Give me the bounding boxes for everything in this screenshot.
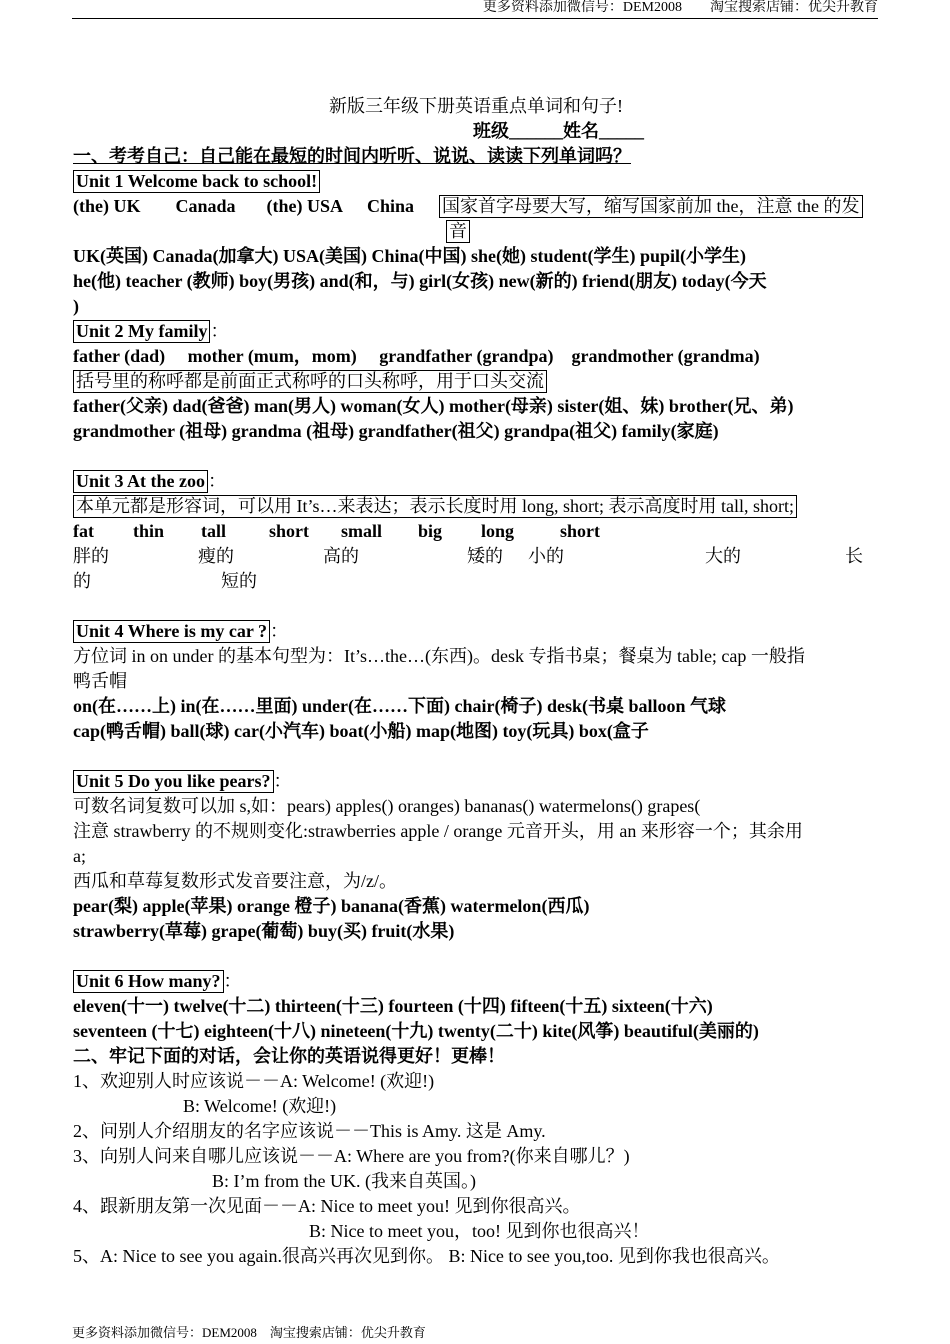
- unit4-colon: ：: [270, 621, 288, 641]
- unit6-colon: ：: [223, 971, 242, 991]
- unit4-note-1: 方位词 in on under 的基本句型为：It’s…the…(东西)。desk 专指书桌；餐桌为 table; cap 一般指: [73, 646, 805, 666]
- unit5-note-1: 可数名词复数可以加 s,如：pears) apples() oranges) bananas() watermelons() grapes(: [73, 796, 701, 816]
- unit6-words-1: eleven(十一) twelve(十二) thirteen(十三) fourteen (十四) fifteen(十五) sixteen(十六): [73, 996, 713, 1016]
- unit1-countries: [73, 194, 879, 219]
- adj-fat: fat: [73, 521, 94, 541]
- country-canada: Canada: [175, 196, 236, 216]
- unit1-heading: Unit 1 Welcome back to school!: [73, 170, 320, 193]
- unit5-colon: ：: [273, 771, 292, 791]
- country-china: China: [367, 196, 415, 216]
- dialogue-5: 5、A: Nice to see you again.很高兴再次见到你。 B: Nice to see you,too. 见到你我也很高兴。: [73, 1246, 780, 1266]
- cn-thin: 瘦的: [198, 546, 234, 566]
- adj-long: long: [481, 521, 515, 541]
- unit2-words-2: grandmother (祖母) grandma (祖母) grandfather(祖父) grandpa(祖父) family(家庭): [73, 421, 719, 441]
- unit5-note-2: 注意 strawberry 的不规则变化:strawberries apple / orange 元音开头，用 an 来形容一个；其余用: [73, 821, 803, 841]
- page-header: 更多资料添加微信号：DEM2008 淘宝搜索店铺：优尖升教育: [72, 0, 878, 19]
- unit1-note: 国家首字母要大写，缩写国家前加 the，注意 the 的发: [439, 195, 862, 218]
- dialogue-1b: B: Welcome! (欢迎!): [183, 1096, 337, 1116]
- unit4-words-2: cap(鸭舌帽) ball(球) car(小汽车) boat(小船) map(地图) toy(玩具) box(盒子: [73, 721, 649, 741]
- unit5-heading: Unit 5 Do you like pears?: [73, 770, 274, 793]
- adj-short: short: [269, 521, 309, 541]
- unit6-heading: Unit 6 How many?: [73, 970, 224, 993]
- adj-tall: tall: [201, 521, 226, 541]
- unit5-note-3: a;: [73, 846, 86, 866]
- unit5-words-1: pear(梨) apple(苹果) orange 橙子) banana(香蕉) watermelon(西瓜): [73, 896, 590, 916]
- adj-thin: thin: [133, 521, 165, 541]
- unit3-heading: Unit 3 At the zoo: [73, 470, 208, 493]
- unit5-words-2: strawberry(草莓) grape(葡萄) buy(买) fruit(水果): [73, 921, 455, 941]
- adj-small: small: [341, 521, 383, 541]
- page-footer: 更多资料添加微信号：DEM2008 淘宝搜索店铺：优尖升教育: [72, 1325, 426, 1340]
- dialogue-4a: 4、跟新朋友第一次见面－－A: Nice to meet you! 见到你很高兴。: [73, 1196, 581, 1216]
- cn-tall: 高的: [323, 546, 359, 566]
- unit3-colon: ：: [208, 471, 226, 491]
- document-content: [73, 94, 879, 1269]
- unit3-words-en: [73, 519, 879, 544]
- unit3-note: 本单元都是形容词，可以用 It’s…来表达；表示长度时用 long, short; 表示高度时用 tall, short;: [73, 495, 797, 518]
- dialogue-3a: 3、向别人问来自哪儿应该说－－A: Where are you from?(你来自哪儿？): [73, 1146, 630, 1166]
- adj-short-2: short: [560, 521, 600, 541]
- adj-big: big: [418, 521, 443, 541]
- section2-title: 二、牢记下面的对话，会让你的英语说得更好！更棒！: [73, 1046, 505, 1066]
- cn-long: 长: [845, 546, 863, 566]
- unit2-heading: Unit 2 My family: [73, 320, 210, 343]
- cn-long-cont: 的: [73, 571, 91, 591]
- unit3-words-cn: [73, 544, 879, 569]
- cn-fat: 胖的: [73, 546, 109, 566]
- cn-short: 矮的: [467, 546, 503, 566]
- class-name-line: 班级______姓名_____: [473, 121, 644, 141]
- unit1-words-2: he(他) teacher (教师) boy(男孩) and(和，与) girl(女孩) new(新的) friend(朋友) today(今天: [73, 271, 767, 291]
- cn-big: 大的: [705, 546, 741, 566]
- unit2-words-1: father(父亲) dad(爸爸) man(男人) woman(女人) mother(母亲) sister(姐、妹) brother(兄、弟): [73, 396, 794, 416]
- cn-short-2: 短的: [221, 571, 257, 591]
- dialogue-4b: B: Nice to meet you，too! 见到你也很高兴！: [309, 1221, 650, 1241]
- unit5-note-4: 西瓜和草莓复数形式发音要注意，为/z/。: [73, 871, 397, 891]
- unit2-colon: ：: [210, 321, 229, 341]
- unit4-heading: Unit 4 Where is my car ?: [73, 620, 270, 643]
- dialogue-1a: 1、欢迎别人时应该说－－A: Welcome! (欢迎!): [73, 1071, 435, 1091]
- unit6-words-2: seventeen (十七) eighteen(十八) nineteen(十九) twenty(二十) kite(风筝) beautiful(美丽的): [73, 1021, 759, 1041]
- cn-small: 小的: [528, 546, 564, 566]
- unit1-words-1: UK(英国) Canada(加拿大) USA(美国) China(中国) she(她) student(学生) pupil(小学生): [73, 246, 747, 266]
- unit1-note-cont: 音: [446, 220, 470, 243]
- unit2-pairs: father (dad) mother (mum，mom) grandfather (grandpa) grandmother (grandma): [73, 346, 760, 366]
- unit3-words-cn-2: [73, 569, 879, 594]
- section1-title: 一、考考自己：自己能在最短的时间内听听、说说、读读下列单词吗？: [73, 146, 631, 166]
- doc-title: 新版三年级下册英语重点单词和句子!: [329, 96, 623, 116]
- unit2-note: 括号里的称呼都是前面正式称呼的口头称呼，用于口头交流: [73, 370, 547, 393]
- unit4-words-1: on(在……上) in(在……里面) under(在……下面) chair(椅子) desk(书桌 balloon 气球: [73, 696, 727, 716]
- dialogue-3b: B: I’m from the UK. (我来自英国。): [212, 1171, 476, 1191]
- unit4-note-2: 鸭舌帽: [73, 671, 127, 691]
- country-usa: (the) USA: [266, 196, 343, 216]
- unit1-words-3: ): [73, 296, 79, 316]
- dialogue-2: 2、问别人介绍朋友的名字应该说－－This is Amy. 这是 Amy.: [73, 1121, 546, 1141]
- country-uk: (the) UK: [73, 196, 141, 216]
